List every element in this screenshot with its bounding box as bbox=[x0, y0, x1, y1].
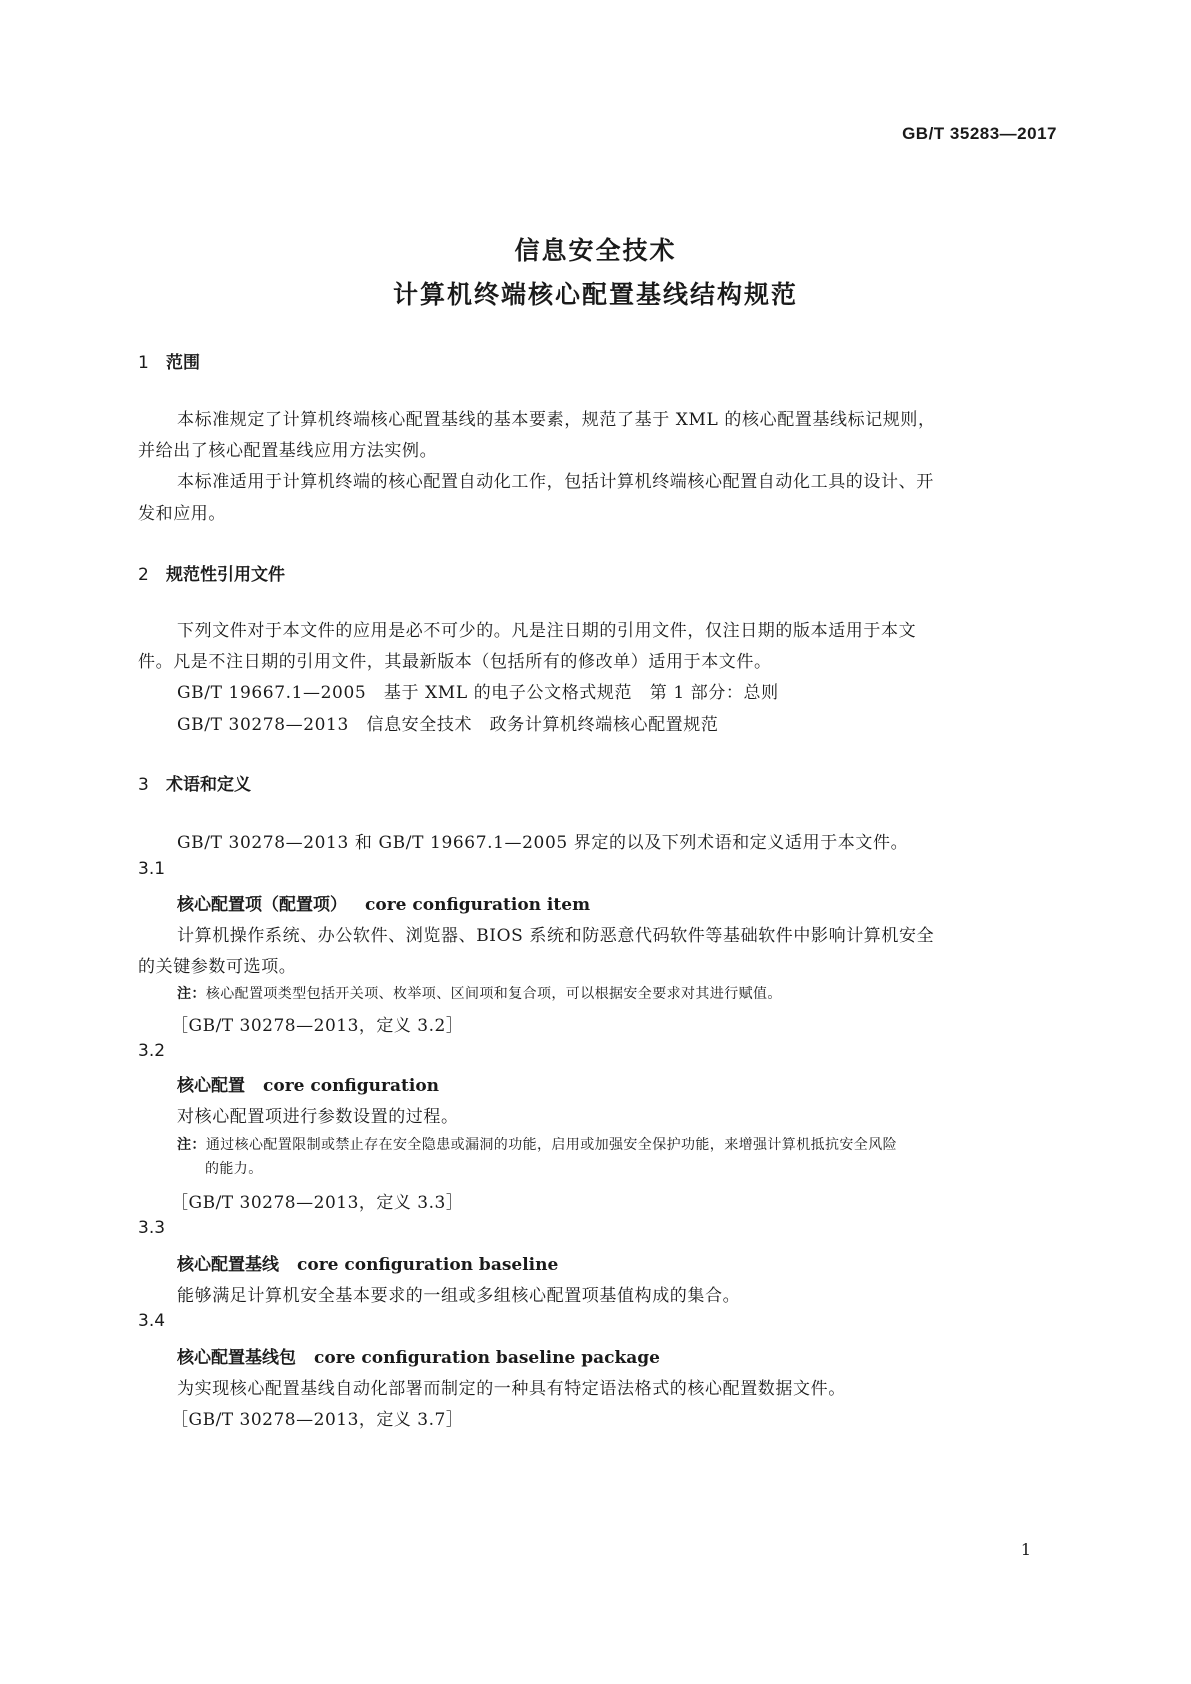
definition-line: 对核心配置项进行参数设置的过程。 bbox=[177, 1107, 459, 1127]
term-number: 3.4 bbox=[138, 1311, 166, 1331]
term-heading bbox=[177, 1071, 439, 1096]
section-title: 规范性引用文件 bbox=[166, 565, 285, 585]
source-citation: ［GB/T 30278—2013，定义 3.2］ bbox=[171, 1016, 464, 1036]
section-title: 范围 bbox=[166, 353, 200, 373]
page-number: 1 bbox=[1020, 1540, 1031, 1559]
term-chinese: 核心配置基线包 bbox=[177, 1348, 296, 1368]
source-citation: ［GB/T 30278—2013，定义 3.3］ bbox=[171, 1193, 464, 1213]
note-text: 通过核心配置限制或禁止存在安全隐患或漏洞的功能，启用或加强安全保护功能，来增强计算机抵抗安全风险 bbox=[205, 1137, 898, 1153]
section-number: 3 bbox=[138, 775, 149, 795]
term-chinese: 核心配置 bbox=[177, 1076, 245, 1096]
definition-line: 计算机操作系统、办公软件、浏览器、BIOS 系统和防恶意代码软件等基础软件中影响计算机安全 bbox=[177, 926, 935, 946]
definition-line: 为实现核心配置基线自动化部署而制定的一种具有特定语法格式的核心配置数据文件。 bbox=[177, 1379, 846, 1399]
note-text: 核心配置项类型包括开关项、枚举项、区间项和复合项，可以根据安全要求对其进行赋值。 bbox=[205, 986, 782, 1002]
term-heading bbox=[177, 890, 590, 915]
term-number: 3.1 bbox=[138, 859, 166, 879]
paragraph-line: 本标准规定了计算机终端核心配置基线的基本要素，规范了基于 XML 的核心配置基线标记规则， bbox=[177, 410, 936, 430]
term-heading bbox=[177, 1343, 660, 1368]
note bbox=[177, 1134, 897, 1154]
normative-reference: GB/T 19667.1—2005 基于 XML 的电子公文格式规范 第 1 部分：总则 bbox=[177, 683, 779, 703]
term-chinese: 核心配置项（配置项） bbox=[177, 895, 347, 915]
section-1-heading bbox=[138, 348, 200, 373]
section-3-heading bbox=[138, 770, 251, 795]
term-number: 3.2 bbox=[138, 1041, 166, 1061]
paragraph-line: 下列文件对于本文件的应用是必不可少的。凡是注日期的引用文件，仅注日期的版本适用于本文 bbox=[177, 621, 917, 641]
term-english: core configuration baseline bbox=[297, 1255, 559, 1275]
note-continuation: 的能力。 bbox=[205, 1161, 263, 1177]
note-label: 注： bbox=[177, 986, 206, 1002]
source-citation: ［GB/T 30278—2013，定义 3.7］ bbox=[171, 1410, 464, 1430]
normative-reference: GB/T 30278—2013 信息安全技术 政务计算机终端核心配置规范 bbox=[177, 715, 719, 735]
document-title-line2: 计算机终端核心配置基线结构规范 bbox=[392, 280, 798, 309]
document-title-line1: 信息安全技术 bbox=[514, 236, 677, 265]
paragraph-line: 发和应用。 bbox=[138, 504, 226, 524]
definition-line: 能够满足计算机安全基本要求的一组或多组核心配置项基值构成的集合。 bbox=[177, 1286, 741, 1306]
note-label: 注： bbox=[177, 1137, 206, 1153]
definition-line: 的关键参数可选项。 bbox=[138, 957, 297, 977]
section-2-heading bbox=[138, 560, 285, 585]
section-title: 术语和定义 bbox=[166, 775, 251, 795]
note bbox=[177, 983, 782, 1003]
term-heading bbox=[177, 1250, 558, 1275]
term-chinese: 核心配置基线 bbox=[177, 1255, 279, 1275]
term-english: core configuration baseline package bbox=[314, 1348, 660, 1368]
term-english: core configuration item bbox=[365, 895, 591, 915]
section-number: 2 bbox=[138, 565, 149, 585]
term-english: core configuration bbox=[263, 1076, 440, 1096]
term-number: 3.3 bbox=[138, 1218, 166, 1238]
standard-number: GB/T 35283—2017 bbox=[902, 124, 1057, 143]
paragraph-line: 本标准适用于计算机终端的核心配置自动化工作，包括计算机终端核心配置自动化工具的设计、开 bbox=[177, 472, 934, 492]
paragraph-line: 并给出了核心配置基线应用方法实例。 bbox=[138, 441, 438, 461]
section-number: 1 bbox=[138, 353, 149, 373]
paragraph-line: GB/T 30278—2013 和 GB/T 19667.1—2005 界定的以及下列术语和定义适用于本文件。 bbox=[177, 833, 909, 853]
paragraph-line: 件。凡是不注日期的引用文件，其最新版本（包括所有的修改单）适用于本文件。 bbox=[138, 652, 772, 672]
